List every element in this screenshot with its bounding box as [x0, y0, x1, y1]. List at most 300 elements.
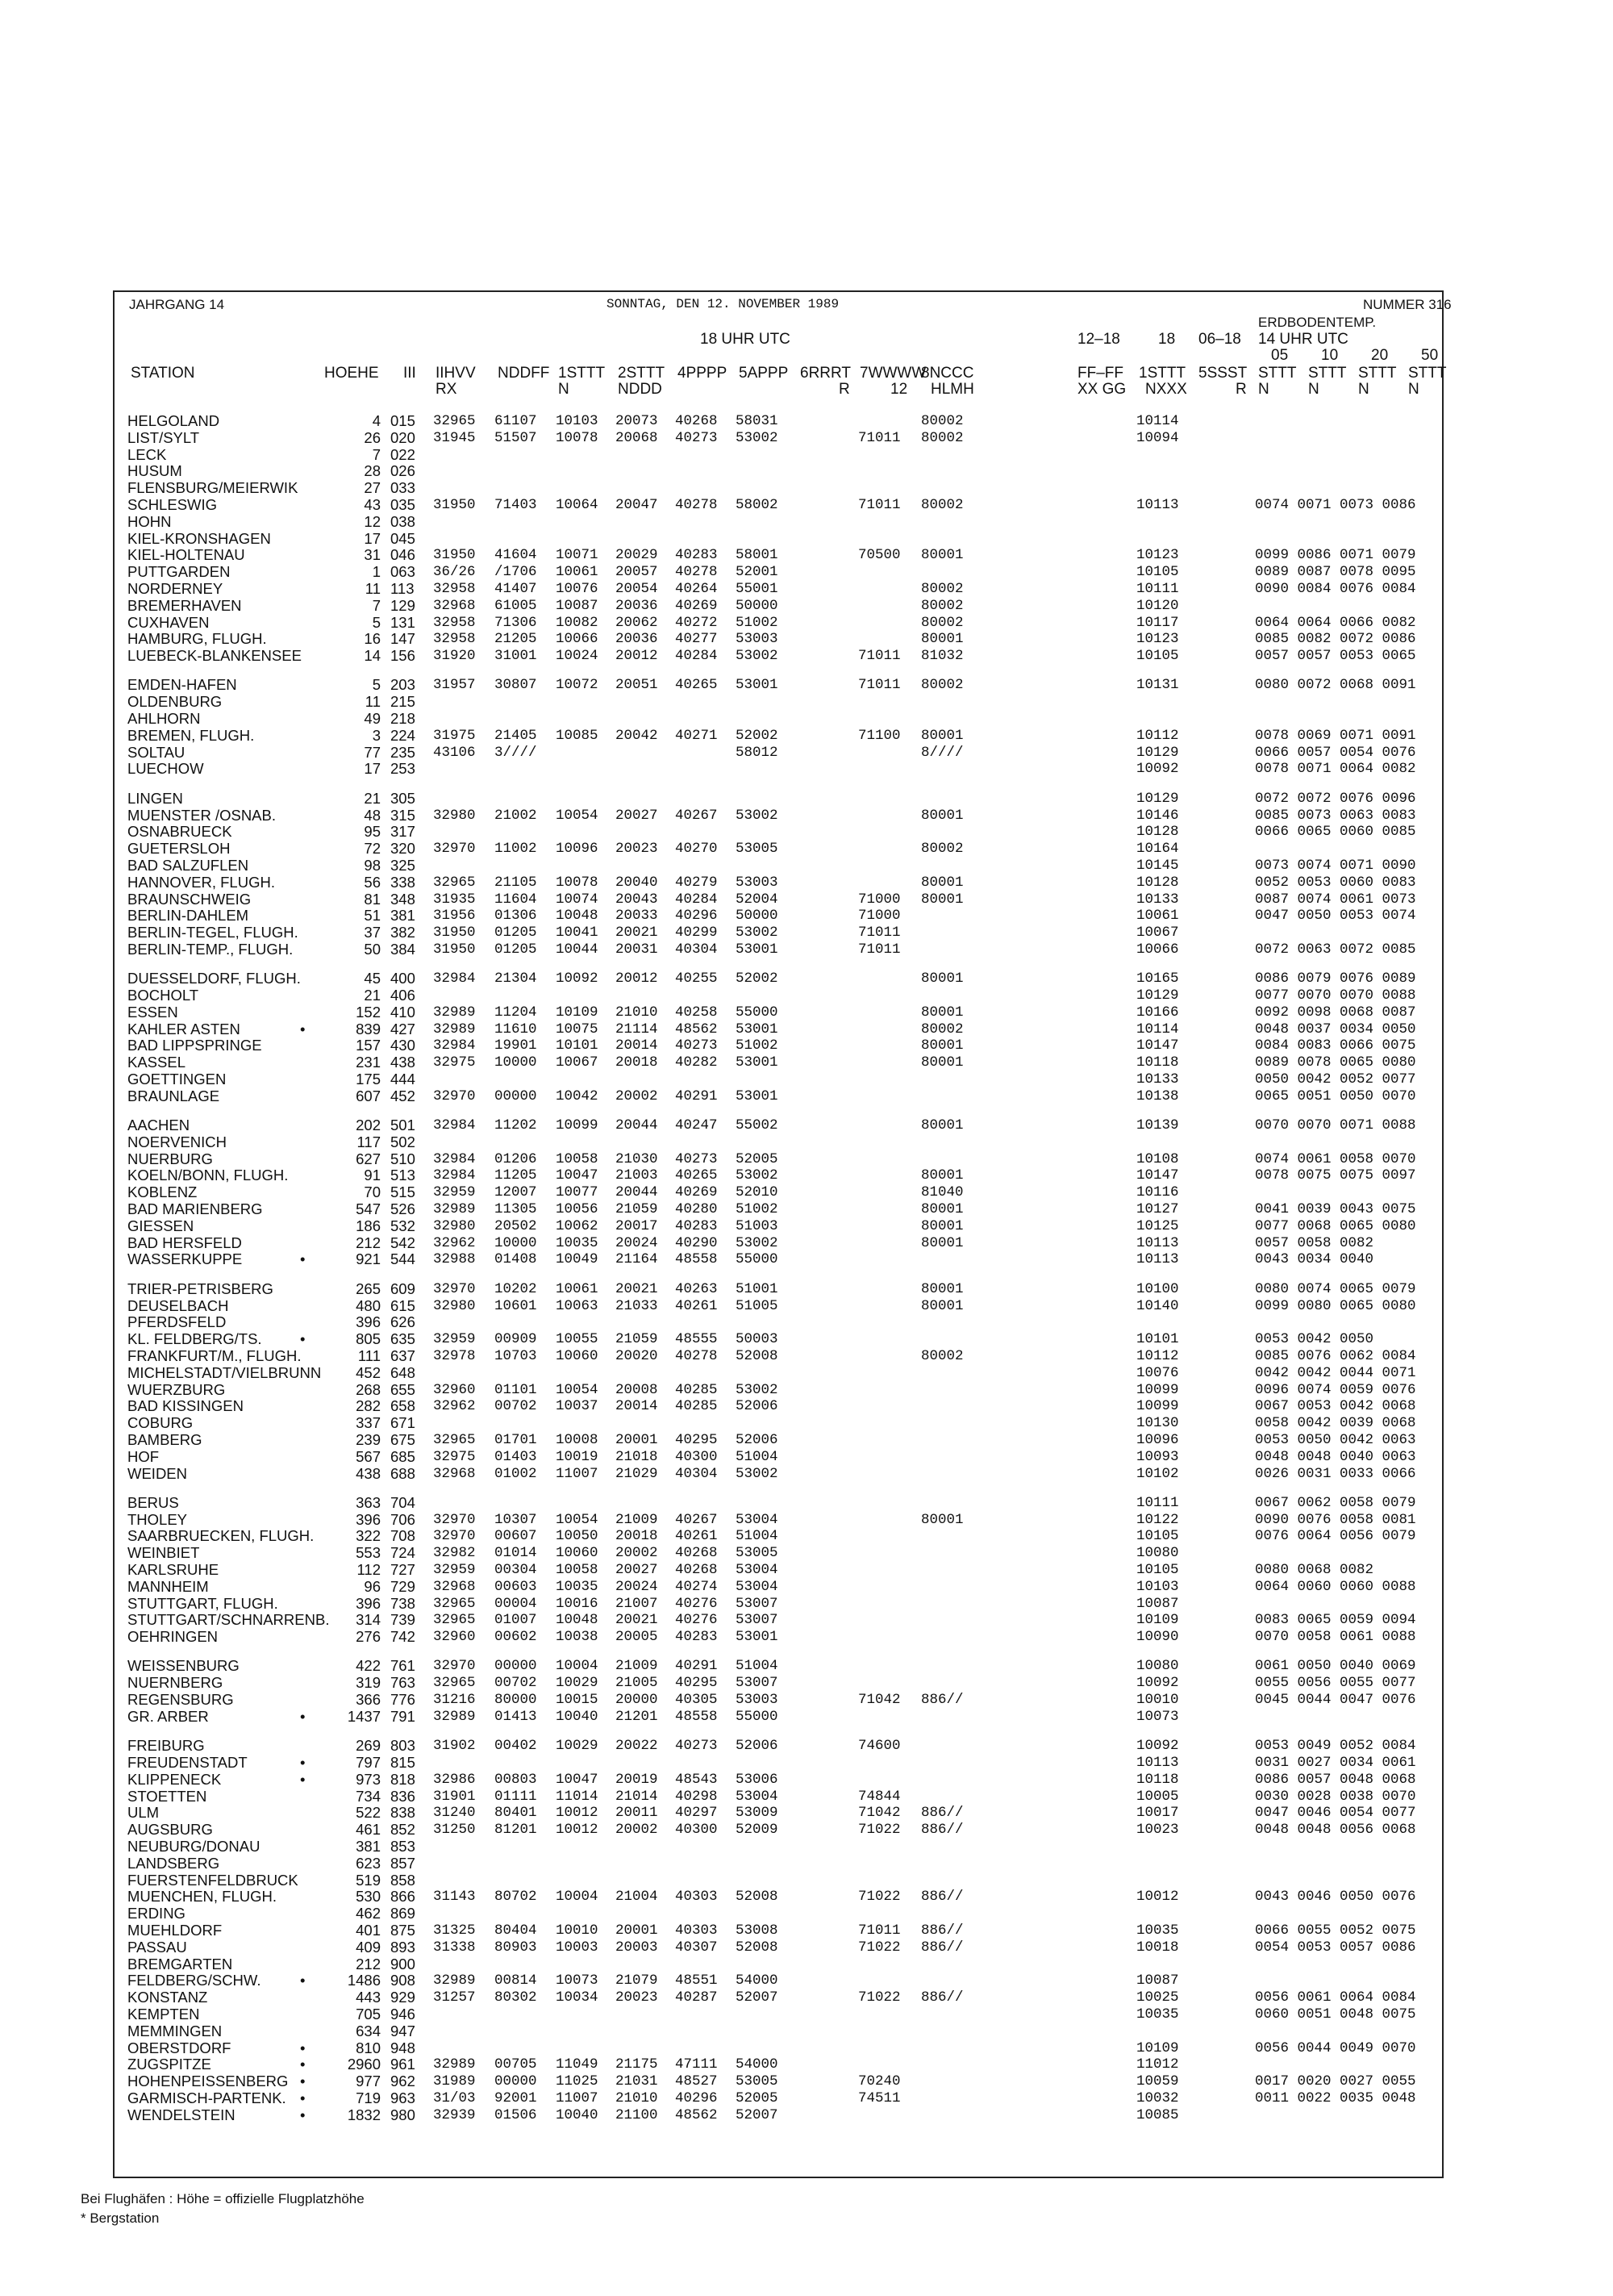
cell-sttt2: 21018	[615, 1448, 658, 1465]
cell-sttt-max: 10147	[1136, 1037, 1179, 1054]
mountain-marker: •	[300, 2089, 306, 2106]
cell-iihvv: 32970	[433, 1087, 476, 1104]
station-name: CUXHAVEN	[127, 613, 210, 631]
station-id: 776	[390, 1691, 415, 1709]
cell-iihvv: 32989	[433, 1708, 476, 1725]
cell-sttt-max: 10128	[1136, 824, 1179, 841]
station-id: 147	[390, 630, 415, 648]
cell-pppp: 40273	[675, 429, 718, 446]
cell-appp: 51002	[736, 614, 778, 631]
station-group	[0, 791, 1613, 958]
table-row	[0, 447, 1613, 464]
cell-nccc: 80001	[921, 1004, 964, 1021]
station-name: WEIDEN	[127, 1464, 187, 1482]
cell-iihvv: 32960	[433, 1381, 476, 1398]
cell-pppp: 40273	[675, 1037, 718, 1054]
cell-sttt-max: 10118	[1136, 1054, 1179, 1071]
cell-sttt-max: 10059	[1136, 2073, 1179, 2090]
cell-sttt2: 20044	[615, 1117, 658, 1134]
station-id: 113	[390, 579, 415, 597]
table-row	[0, 1184, 1613, 1201]
table-row	[0, 1281, 1613, 1298]
station-name: BREMEN, FLUGH.	[127, 726, 255, 744]
station-name: BAMBERG	[127, 1430, 202, 1448]
cell-pppp: 40303	[675, 1922, 718, 1939]
cell-sttt1: 10049	[556, 1251, 598, 1268]
cell-wwww: 71011	[858, 677, 901, 694]
cell-nddff: 00000	[494, 2073, 537, 2090]
cell-appp: 51005	[736, 1297, 778, 1314]
table-row	[0, 694, 1613, 711]
table-row	[0, 1251, 1613, 1268]
table-row	[0, 598, 1613, 615]
cell-soil-temps: 0061 0050 0040 0069	[1255, 1658, 1416, 1675]
cell-sttt-max: 10087	[1136, 1972, 1179, 1989]
station-height: 4	[372, 412, 381, 429]
cell-nddff: 10703	[494, 1347, 537, 1364]
cell-nddff: 21405	[494, 727, 537, 744]
cell-soil-temps: 0053 0049 0052 0084	[1255, 1738, 1416, 1755]
cell-iihvv: 32982	[433, 1545, 476, 1562]
cell-sttt-max: 10109	[1136, 2039, 1179, 2056]
cell-nddff: 01205	[494, 925, 537, 941]
table-row	[0, 1365, 1613, 1382]
cell-soil-temps: 0011 0022 0035 0048	[1255, 2089, 1416, 2106]
cell-nddff: 80404	[494, 1922, 537, 1939]
cell-sttt-max: 10100	[1136, 1280, 1179, 1297]
cell-pppp: 40278	[675, 564, 718, 581]
station-id: 305	[390, 789, 415, 807]
cell-appp: 52007	[736, 2106, 778, 2123]
table-row	[0, 1906, 1613, 1922]
cell-soil-temps: 0031 0027 0034 0061	[1255, 1754, 1416, 1771]
cell-sttt2: 20000	[615, 1692, 658, 1709]
cell-nddff: 01101	[494, 1381, 537, 1398]
cell-soil-temps: 0030 0028 0038 0070	[1255, 1788, 1416, 1805]
station-height: 530	[356, 1888, 381, 1906]
cell-sttt2: 21029	[615, 1465, 658, 1482]
cell-nccc: 80002	[921, 841, 964, 858]
utc18-label: 18 UHR UTC	[700, 331, 790, 348]
station-height: 319	[356, 1674, 381, 1692]
cell-iihvv: 31216	[433, 1692, 476, 1709]
cell-nddff: 80000	[494, 1692, 537, 1709]
station-height: 12	[364, 512, 381, 530]
cell-nddff: 3////	[494, 744, 537, 761]
station-name: FELDBERG/SCHW.	[127, 1972, 261, 1989]
cell-sttt2: 20073	[615, 413, 658, 429]
station-name: WASSERKUPPE	[127, 1250, 243, 1268]
cell-sttt2: 21100	[615, 2106, 658, 2123]
table-row	[0, 1218, 1613, 1235]
cell-soil-temps: 0067 0062 0058 0079	[1255, 1494, 1416, 1511]
soil-temp-heading: ERDBODENTEMP.	[1258, 315, 1377, 330]
cell-sttt1: 10041	[556, 925, 598, 941]
cell-sttt-max: 11012	[1136, 2056, 1179, 2073]
cell-pppp: 40283	[675, 547, 718, 564]
cell-sttt1: 10019	[556, 1448, 598, 1465]
cell-nddff: 11610	[494, 1021, 537, 1037]
cell-sttt-max: 10111	[1136, 580, 1179, 597]
station-name: GARMISCH-PARTENK.	[127, 2089, 286, 2106]
cell-nddff: 00602	[494, 1629, 537, 1646]
cell-iihvv: 31950	[433, 496, 476, 513]
cell-sttt-max: 10090	[1136, 1629, 1179, 1646]
station-height: 98	[364, 856, 381, 874]
station-name: AHLHORN	[127, 710, 201, 728]
station-id: 218	[390, 710, 415, 728]
table-row	[0, 1856, 1613, 1872]
cell-appp: 55000	[736, 1004, 778, 1021]
station-group	[0, 1738, 1613, 2123]
cell-iihvv: 32980	[433, 807, 476, 824]
cell-sttt1: 10067	[556, 1054, 598, 1071]
station-height: 28	[364, 462, 381, 480]
station-id: 026	[390, 462, 415, 480]
station-height: 152	[356, 1003, 381, 1021]
cell-appp: 51003	[736, 1217, 778, 1234]
cell-soil-temps: 0092 0098 0068 0087	[1255, 1004, 1416, 1021]
cell-appp: 53001	[736, 1054, 778, 1071]
station-height: 921	[356, 1250, 381, 1268]
cell-sttt-max: 10113	[1136, 1251, 1179, 1268]
cell-sttt2: 21009	[615, 1511, 658, 1528]
station-name: KONSTANZ	[127, 1989, 208, 2006]
station-name: BAD SALZUFLEN	[127, 856, 249, 874]
cell-wwww: 71022	[858, 1939, 901, 1956]
cell-soil-temps: 0074 0071 0073 0086	[1255, 496, 1416, 513]
station-height: 462	[356, 1905, 381, 1922]
table-row	[0, 1037, 1613, 1054]
station-height: 81	[364, 890, 381, 908]
cell-nccc: 80001	[921, 891, 964, 908]
cell-pppp: 40276	[675, 1612, 718, 1629]
cell-soil-temps: 0086 0079 0076 0089	[1255, 971, 1416, 987]
cell-sttt-max: 10120	[1136, 597, 1179, 614]
cell-appp: 53004	[736, 1788, 778, 1805]
cell-wwww: 70240	[858, 2073, 901, 2090]
table-row	[0, 1331, 1613, 1348]
table-row	[0, 1432, 1613, 1449]
cell-iihvv: 32968	[433, 597, 476, 614]
station-height: 21	[364, 987, 381, 1004]
cell-iihvv: 32989	[433, 1972, 476, 1989]
station-id: 869	[390, 1905, 415, 1922]
col-sttt-10: STTT	[1308, 365, 1347, 382]
cell-pppp: 40261	[675, 1297, 718, 1314]
cell-pppp: 40290	[675, 1234, 718, 1251]
cell-soil-temps: 0084 0083 0066 0075	[1255, 1037, 1416, 1054]
station-id: 502	[390, 1133, 415, 1150]
cell-appp: 58002	[736, 496, 778, 513]
station-height: 186	[356, 1217, 381, 1234]
table-row	[0, 1889, 1613, 1906]
station-height: 112	[356, 1561, 381, 1578]
cell-sttt-max: 10096	[1136, 1431, 1179, 1448]
cell-pppp: 40273	[675, 1150, 718, 1167]
cell-sttt2: 21164	[615, 1251, 658, 1268]
station-name: BAD MARIENBERG	[127, 1200, 263, 1218]
cell-pppp: 40285	[675, 1398, 718, 1415]
issue-number: NUMMER 316	[1363, 297, 1452, 312]
cell-sttt-max: 10105	[1136, 564, 1179, 581]
col-4pppp: 4PPPP	[677, 365, 727, 382]
cell-sttt-max: 10073	[1136, 1708, 1179, 1725]
cell-pppp: 40295	[675, 1431, 718, 1448]
station-name: DUESSELDORF, FLUGH.	[127, 970, 301, 987]
mountain-marker: •	[300, 1330, 306, 1348]
station-height: 175	[356, 1070, 381, 1087]
station-name: LANDSBERG	[127, 1854, 220, 1872]
cell-nccc: 80002	[921, 429, 964, 446]
cell-sttt1: 10082	[556, 614, 598, 631]
cell-sttt2: 20023	[615, 841, 658, 858]
cell-soil-temps: 0077 0068 0065 0080	[1255, 1217, 1416, 1234]
table-row	[0, 891, 1613, 908]
table-row	[0, 497, 1613, 514]
cell-appp: 50000	[736, 908, 778, 925]
cell-sttt2: 20047	[615, 496, 658, 513]
cell-sttt1: 10016	[556, 1595, 598, 1612]
col-n-10: N	[1308, 381, 1319, 398]
cell-nddff: 01408	[494, 1251, 537, 1268]
cell-sttt1: 10072	[556, 677, 598, 694]
station-name: HANNOVER, FLUGH.	[127, 873, 275, 891]
cell-nddff: 01403	[494, 1448, 537, 1465]
station-id: 224	[390, 726, 415, 744]
station-name: MEMMINGEN	[127, 2022, 223, 2039]
cell-soil-temps: 0055 0056 0055 0077	[1255, 1675, 1416, 1692]
cell-pppp: 48562	[675, 2106, 718, 2123]
station-id: 948	[390, 2039, 415, 2056]
cell-soil-temps: 0048 0048 0040 0063	[1255, 1448, 1416, 1465]
station-id: 791	[390, 1707, 415, 1725]
table-row	[0, 480, 1613, 497]
station-height: 17	[364, 529, 381, 547]
station-name: KAHLER ASTEN	[127, 1020, 240, 1037]
cell-sttt1: 10010	[556, 1922, 598, 1939]
station-name: LUECHOW	[127, 760, 204, 778]
station-height: 705	[356, 2005, 381, 2023]
station-name: BAD KISSINGEN	[127, 1397, 244, 1415]
cell-nddff: 80302	[494, 1989, 537, 2006]
cell-iihvv: 32962	[433, 1398, 476, 1415]
station-id: 444	[390, 1070, 415, 1087]
station-name: HUSUM	[127, 462, 182, 480]
cell-pppp: 40291	[675, 1658, 718, 1675]
table-row	[0, 677, 1613, 694]
cell-iihvv: 32984	[433, 1117, 476, 1134]
station-height: 634	[356, 2022, 381, 2039]
cell-soil-temps: 0086 0057 0048 0068	[1255, 1771, 1416, 1788]
table-row	[0, 1021, 1613, 1038]
station-height: 3	[372, 726, 381, 744]
cell-appp: 50000	[736, 597, 778, 614]
station-height: 396	[356, 1594, 381, 1612]
station-height: 7	[372, 596, 381, 614]
cell-sttt-max: 10114	[1136, 413, 1179, 429]
cell-iihvv: 31338	[433, 1939, 476, 1956]
cell-iihvv: 31257	[433, 1989, 476, 2006]
station-name: GIESSEN	[127, 1217, 194, 1234]
cell-sttt-max: 10129	[1136, 790, 1179, 807]
station-id: 688	[390, 1464, 415, 1482]
cell-sttt-max: 10087	[1136, 1595, 1179, 1612]
cell-iihvv: 32978	[433, 1347, 476, 1364]
cell-sttt1: 10003	[556, 1939, 598, 1956]
cell-sttt-max: 10105	[1136, 648, 1179, 665]
cell-appp: 50003	[736, 1331, 778, 1348]
cell-iihvv: 31956	[433, 908, 476, 925]
col-sttt-05: STTT	[1258, 365, 1297, 382]
cell-sttt1: 11025	[556, 2073, 598, 2090]
table-row	[0, 1151, 1613, 1168]
table-row	[0, 1822, 1613, 1839]
cell-iihvv: 31143	[433, 1889, 476, 1906]
issue-date: SONNTAG, DEN 12. NOVEMBER 1989	[606, 297, 840, 311]
col-iihvv: IIHVV	[436, 365, 476, 382]
h1218-label: 12–18	[1077, 331, 1120, 348]
cell-pppp: 40277	[675, 631, 718, 648]
cell-nccc: 80001	[921, 1297, 964, 1314]
cell-nddff: 80903	[494, 1939, 537, 1956]
cell-soil-temps: 0048 0048 0056 0068	[1255, 1822, 1416, 1839]
station-height: 1	[372, 563, 381, 581]
cell-soil-temps: 0078 0075 0075 0097	[1255, 1167, 1416, 1184]
cell-soil-temps: 0041 0039 0043 0075	[1255, 1201, 1416, 1218]
cell-nddff: 12007	[494, 1184, 537, 1201]
cell-sttt1: 10078	[556, 429, 598, 446]
station-id: 315	[390, 806, 415, 824]
cell-sttt-max: 10111	[1136, 1494, 1179, 1511]
cell-sttt2: 20019	[615, 1771, 658, 1788]
cell-soil-temps: 0050 0042 0052 0077	[1255, 1071, 1416, 1087]
cell-soil-temps: 0090 0076 0058 0081	[1255, 1511, 1416, 1528]
cell-iihvv: 32965	[433, 874, 476, 891]
cell-sttt-max: 10101	[1136, 1331, 1179, 1348]
cell-pppp: 40271	[675, 727, 718, 744]
col-rx: RX	[436, 381, 457, 398]
cell-nddff: 01111	[494, 1788, 537, 1805]
table-row	[0, 463, 1613, 480]
cell-soil-temps: 0090 0084 0076 0084	[1255, 580, 1416, 597]
footnote-airports: Bei Flughäfen : Höhe = offizielle Flugplatzhöhe	[81, 2191, 365, 2206]
depth-10: 10	[1321, 347, 1339, 364]
cell-sttt1: 10008	[556, 1431, 598, 1448]
cell-iihvv: 31950	[433, 925, 476, 941]
table-row	[0, 430, 1613, 447]
table-row	[0, 1922, 1613, 1939]
station-height: 5	[372, 613, 381, 631]
station-name: AACHEN	[127, 1117, 190, 1134]
cell-nddff: 80401	[494, 1805, 537, 1822]
cell-nddff: 00304	[494, 1562, 537, 1578]
table-row	[0, 1738, 1613, 1755]
station-id: 852	[390, 1821, 415, 1839]
cell-sttt1: 10037	[556, 1398, 598, 1415]
station-id: 685	[390, 1447, 415, 1465]
station-name: WEINBIET	[127, 1544, 200, 1562]
cell-nccc: 80001	[921, 547, 964, 564]
cell-sttt-max: 10035	[1136, 2006, 1179, 2023]
cell-pppp: 40258	[675, 1004, 718, 1021]
h18-label: 18	[1158, 331, 1176, 348]
cell-nddff: 00402	[494, 1738, 537, 1755]
station-name: SCHLESWIG	[127, 495, 218, 513]
cell-nddff: 00702	[494, 1398, 537, 1415]
station-name: GOETTINGEN	[127, 1070, 227, 1087]
cell-pppp: 40304	[675, 941, 718, 958]
cell-sttt-max: 10105	[1136, 1562, 1179, 1578]
col-ffff: FF–FF	[1077, 365, 1123, 382]
station-height: 363	[356, 1493, 381, 1511]
station-name: WEISSENBURG	[127, 1657, 240, 1675]
cell-iihvv: 32965	[433, 413, 476, 429]
cell-sttt2: 20062	[615, 614, 658, 631]
cell-nccc: 80001	[921, 1217, 964, 1234]
cell-wwww: 71022	[858, 1989, 901, 2006]
table-row	[0, 745, 1613, 762]
cell-appp: 58001	[736, 547, 778, 564]
cell-nccc: 80001	[921, 727, 964, 744]
cell-nddff: 01701	[494, 1431, 537, 1448]
station-height: 553	[356, 1544, 381, 1562]
col-nddd: NDDD	[618, 381, 662, 398]
cell-sttt2: 20020	[615, 1347, 658, 1364]
cell-pppp: 40304	[675, 1465, 718, 1482]
cell-soil-temps: 0064 0060 0060 0088	[1255, 1578, 1416, 1595]
cell-nddff: 10000	[494, 1234, 537, 1251]
table-row	[0, 711, 1613, 728]
station-height: 381	[356, 1837, 381, 1855]
table-row	[0, 925, 1613, 941]
cell-nccc: 80002	[921, 597, 964, 614]
station-height: 212	[356, 1234, 381, 1251]
cell-iihvv: 32968	[433, 1465, 476, 1482]
station-height: 17	[364, 760, 381, 778]
cell-pppp: 48558	[675, 1708, 718, 1725]
cell-soil-temps: 0099 0086 0071 0079	[1255, 547, 1416, 564]
table-row	[0, 1466, 1613, 1483]
station-id: 853	[390, 1837, 415, 1855]
cell-appp: 53003	[736, 631, 778, 648]
cell-appp: 53005	[736, 1545, 778, 1562]
cell-nddff: 71306	[494, 614, 537, 631]
station-id: 761	[390, 1657, 415, 1675]
cell-sttt1: 10024	[556, 648, 598, 665]
table-row	[0, 1382, 1613, 1399]
station-name: KL. FELDBERG/TS.	[127, 1330, 262, 1348]
cell-nccc: 886//	[921, 1692, 964, 1709]
cell-appp: 53009	[736, 1805, 778, 1822]
cell-pppp: 40265	[675, 1167, 718, 1184]
cell-pppp: 40268	[675, 1545, 718, 1562]
cell-sttt2: 20018	[615, 1054, 658, 1071]
mountain-marker: •	[300, 1770, 306, 1788]
cell-pppp: 40291	[675, 1087, 718, 1104]
table-row	[0, 581, 1613, 598]
cell-sttt1: 10092	[556, 971, 598, 987]
station-name: ESSEN	[127, 1003, 178, 1021]
cell-sttt2: 20068	[615, 429, 658, 446]
station-id: 532	[390, 1217, 415, 1234]
cell-iihvv: 32975	[433, 1054, 476, 1071]
utc14-label: 14 UHR UTC	[1258, 331, 1348, 348]
cell-sttt-max: 10139	[1136, 1117, 1179, 1134]
cell-iihvv: 31975	[433, 727, 476, 744]
cell-iihvv: 32959	[433, 1184, 476, 1201]
cell-iihvv: 31950	[433, 941, 476, 958]
